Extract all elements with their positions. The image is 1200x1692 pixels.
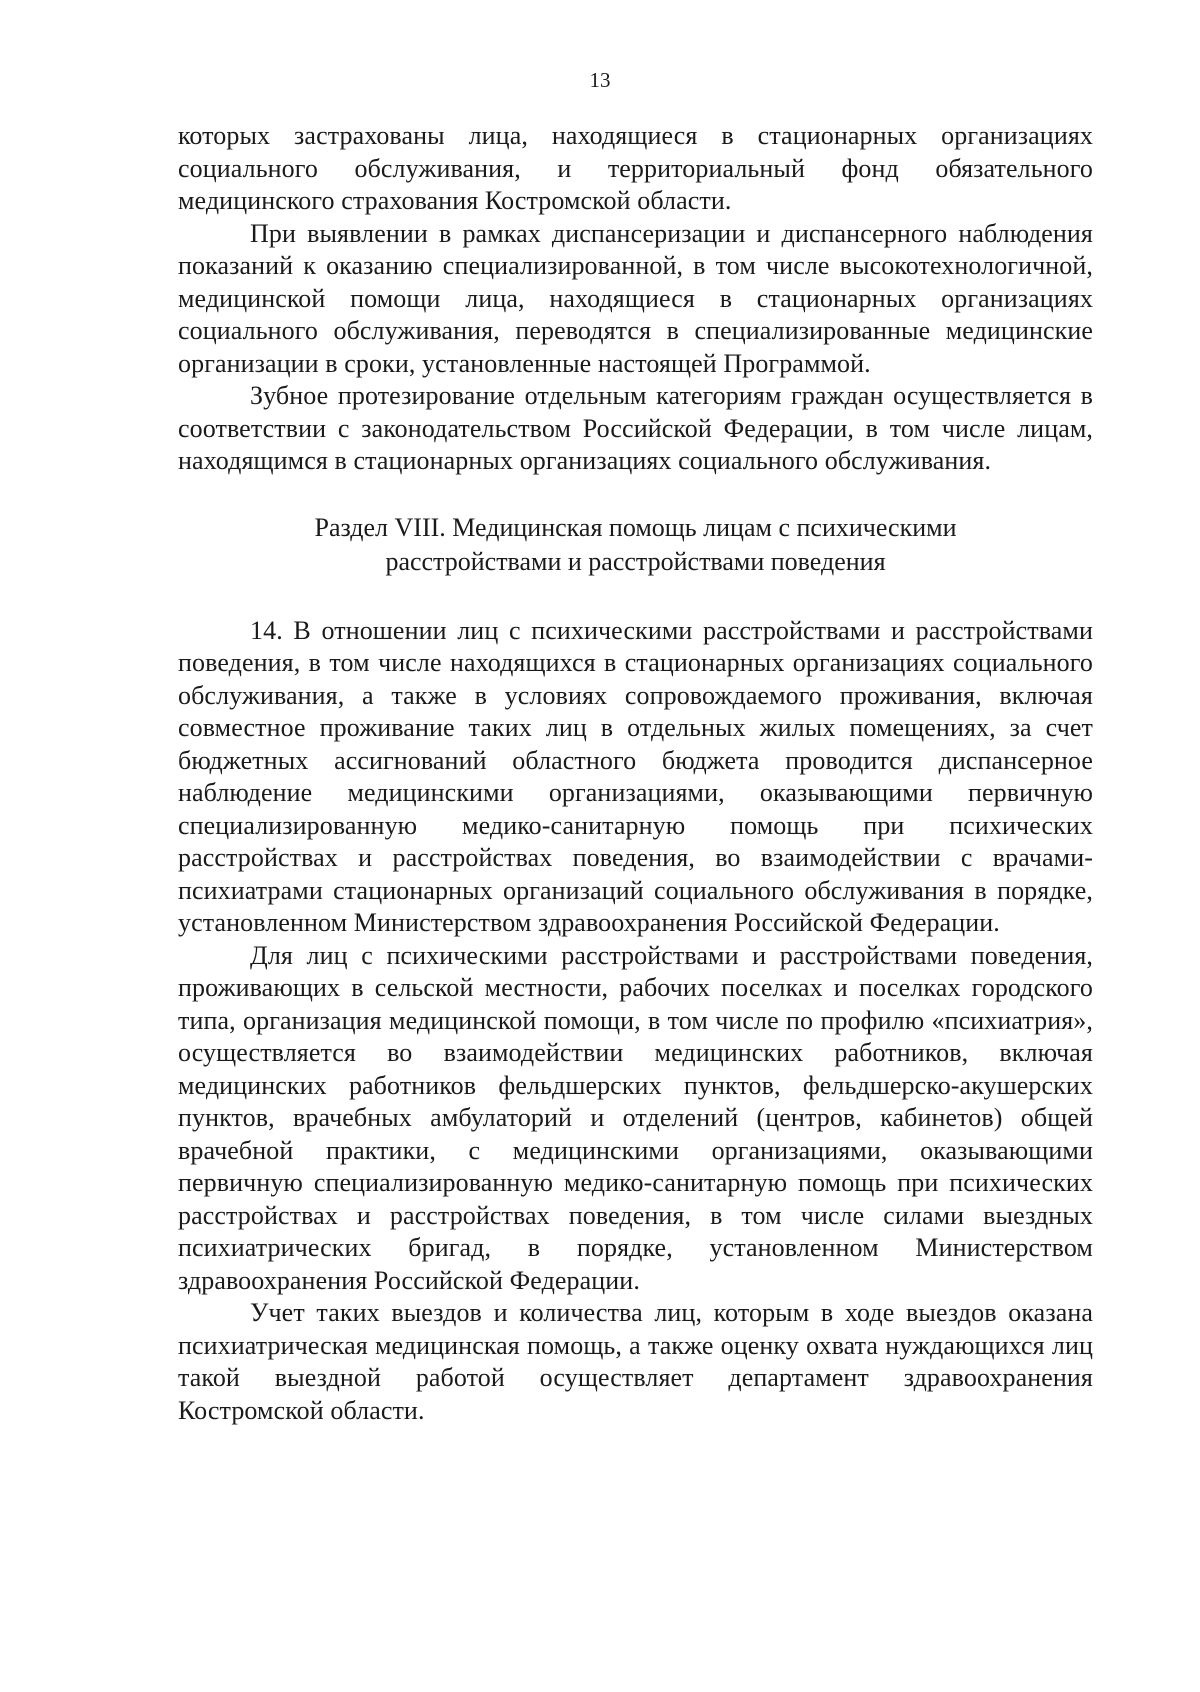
paragraph-item-14: 14. В отношении лиц с психическими расстройствами и расстройствами поведения, в том числе находящихся в стационарных организациях социального обслуживания, а также в условиях сопровождаемого проживания, включая совместное проживание таких лиц в отдельных жилых помещениях, за счет бюджетных ассигнований областного бюджета проводится диспансерное наблюдение медицинскими организациями, оказывающими первичную специализированную медико-санитарную помощь при психических расстройствах и расстройствах поведения, во взаимодействии с врачами-психиатрами стационарных организаций социального обслуживания в порядке, установленном Министерством здравоохранения Российской Федерации. [178,615,1093,937]
page-number: 13 [589,68,611,92]
paragraph-dispensary-transfer: При выявлении в рамках диспансеризации и диспансерного наблюдения показаний к оказанию специализированной, в том числе высокотехнологичной, медицинской помощи лица, находящиеся в стационарных организациях социального обслуживания, переводятся в специализированные медицинские организации в сроки, установленные настоящей Программой. [178,218,1093,378]
section-heading [178,511,1093,579]
paragraph-rural-care: Для лиц с психическими расстройствами и расстройствами поведения, проживающих в сельской местности, рабочих поселках и поселках городского типа, организация медицинской помощи, в том числе по профилю «психиатрия», осуществляется во взаимодействии медицинских работников, включая медицинских работников фельдшерских пунктов, фельдшерско-акушерских пунктов, врачебных амбулаторий и отделений (центров, кабинетов) общей врачебной практики, с медицинскими организациями, оказывающими первичную специализированную медико-санитарную помощь при психических расстройствах и расстройствах поведения, в том числе силами выездных психиатрических бригад, в порядке, установленном Министерством здравоохранения Российской Федерации. [178,940,1093,1295]
paragraph-field-visits-accounting: Учет таких выездов и количества лиц, которым в ходе выездов оказана психиатрическая медицинская помощь, а также оценку охвата нуждающихся лиц такой выездной работой осуществляет департамент здравоохранения Костромской области. [178,1298,1093,1425]
section-heading-line-2: расстройствами и расстройствами поведения [385,546,886,576]
paragraph-continuation: которых застрахованы лица, находящиеся в стационарных организациях социального обслуживания, и территориальный фонд обязательного медицинского страхования Костромской области. [178,121,1093,215]
section-heading-line-1: Раздел VIII. Медицинская помощь лицам с психическими [314,512,957,542]
paragraph-dental-prosthetics: Зубное протезирование отдельным категориям граждан осуществляется в соответствии с законодательством Российской Федерации, в том числе лицам, находящимся в стационарных организациях социального обслуживания. [178,381,1093,475]
page-body [178,120,1093,1427]
